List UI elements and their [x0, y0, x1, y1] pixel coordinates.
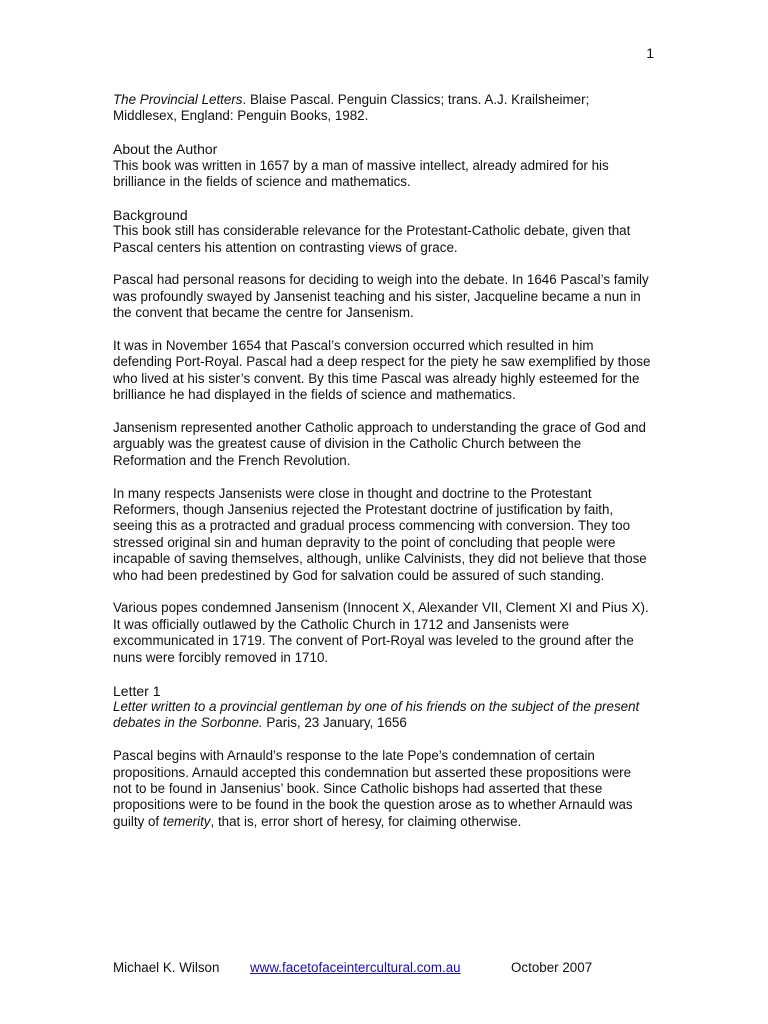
background-heading: Background	[113, 206, 188, 223]
letter1-para-after: , that is, error short of heresy, for claiming otherwise.	[210, 813, 522, 829]
letter1-section	[113, 683, 653, 831]
background-paragraph: In many respects Jansenists were close in thought and doctrine to the Protestant Reformers, though Jansenius rejected the Protestant doctrine of justification by faith, seeing this as a protracted and gradual process commencing with conversion. They too stressed original sin and human depravity to the point of concluding that people were incapable of saving themselves, although, unlike Calvinists, they did not believe that those who had been predestined by God for salvation could be assured of such standing.	[113, 485, 647, 583]
background-paragraph: Jansenism represented another Catholic approach to understanding the grace of God and arguably was the greatest cause of division in the Catholic Church between the Reformation and the French Revolution.	[113, 420, 646, 468]
background-section	[113, 207, 653, 666]
about-heading: About the Author	[113, 141, 218, 158]
citation-rest-line2: Middlesex, England: Penguin Books, 1982.	[113, 108, 369, 124]
letter1-para-italic: temerity	[162, 813, 211, 829]
footer-author: Michael K. Wilson	[113, 960, 220, 975]
citation	[113, 92, 653, 125]
letter1-heading: Letter 1	[113, 682, 161, 699]
document-body	[113, 92, 653, 847]
page-number: 1	[646, 45, 654, 61]
background-paragraph: It was in November 1654 that Pascal’s conversion occurred which resulted in him defending Port-Royal. Pascal had a deep respect for the piety he saw exemplified by those who lived at his sister’s convent. By this time Pascal was already highly esteemed for the brilliance he had displayed in the fields of science and mathematics.	[113, 338, 651, 403]
letter1-subtitle	[113, 699, 653, 732]
footer-website-link[interactable]: www.facetofaceintercultural.com.au	[250, 960, 461, 975]
about-text: This book was written in 1657 by a man of massive intellect, already admired for his brilliance in the fields of science and mathematics.	[113, 157, 609, 190]
background-paragraph: Various popes condemned Jansenism (Innocent X, Alexander VII, Clement XI and Pius X). It was officially outlawed by the Catholic Church in 1712 and Jansenists were excommunicated in 1719. The convent of Port-Royal was leveled to the ground after the nuns were forcibly removed in 1710.	[113, 600, 649, 665]
background-paragraph: This book still has considerable relevance for the Protestant-Catholic debate, given that Pascal centers his attention on contrasting views of grace.	[113, 223, 631, 255]
citation-title: The Provincial Letters	[113, 92, 243, 107]
letter1-paragraph	[113, 748, 653, 830]
about-section	[113, 141, 653, 190]
background-paragraph: Pascal had personal reasons for deciding to weigh into the debate. In 1646 Pascal’s family was profoundly swayed by Jansenist teaching and his sister, Jacqueline became a nun in the convent that became the centre for Jansenism.	[113, 272, 649, 321]
citation-rest-line1: . Blaise Pascal. Penguin Classics; trans. A.J. Krailsheimer;	[242, 92, 590, 107]
letter1-para-before: Pascal begins with Arnauld’s response to the late Pope’s condemnation of certain propositions. Arnauld accepted this condemnation but asserted these propositions were not to be found in Jansenius’ book. Since Catholic bishops had asserted that these propositions were to be found in the book the question arose as to whether Arnauld was guilty of	[113, 748, 633, 829]
footer-date: October 2007	[511, 960, 593, 975]
letter1-subtitle-italic: Letter written to a provincial gentleman by one of his friends on the subject of the present debates in the Sorbonne.	[113, 698, 640, 731]
letter1-subtitle-rest: Paris, 23 January, 1656	[262, 715, 407, 731]
